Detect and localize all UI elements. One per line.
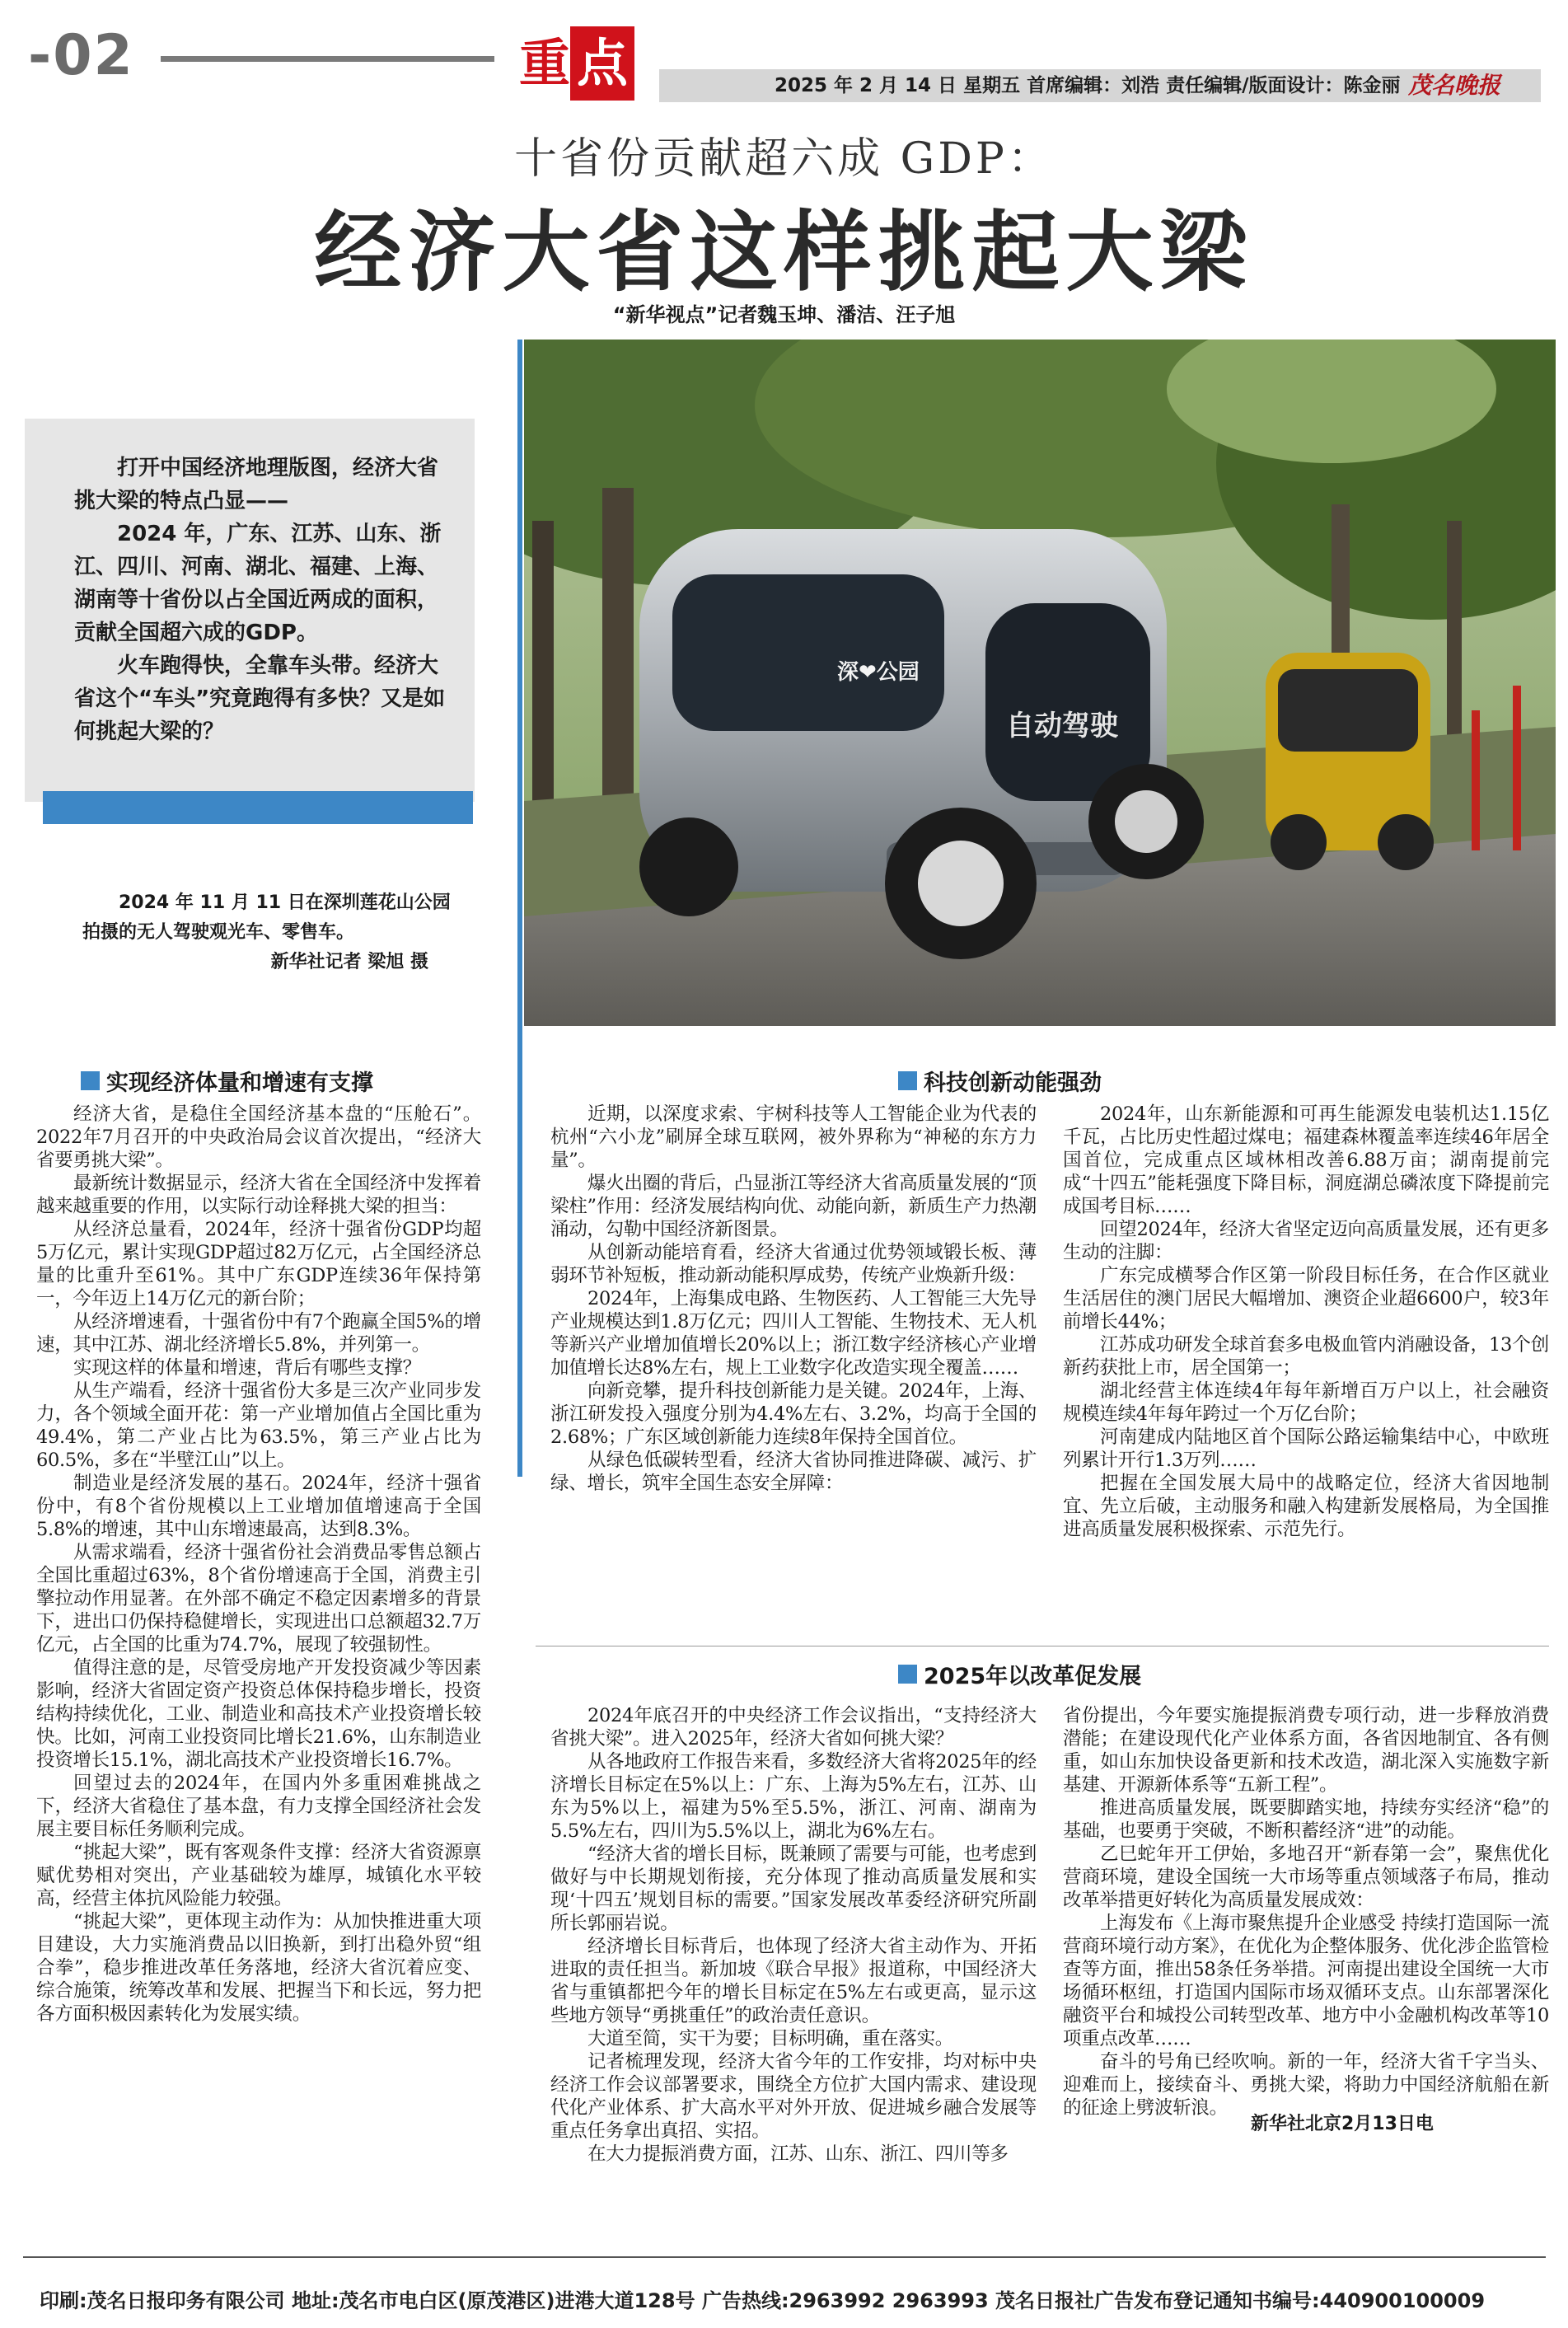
lead-paragraph: 打开中国经济地理版图，经济大省挑大梁的特点凸显—— bbox=[74, 456, 439, 513]
photo-caption bbox=[82, 888, 461, 977]
paragraph: 向新竞攀，提升科技创新能力是关键。2024年，上海、浙江研发投入强度分别为4.4%左右、3.2%，均高于全国的2.68%；广东区域创新能力连续8年保持全国首位。 bbox=[550, 1380, 1037, 1448]
section-tag-char: 重 bbox=[519, 33, 571, 93]
section-heading: 2025年以改革促发展 bbox=[898, 1658, 1141, 1690]
paragraph: 实现这样的体量和增速，背后有哪些支撑？ bbox=[73, 1357, 421, 1379]
section-tag-char: 点 bbox=[570, 26, 634, 101]
section-heading: 科技创新动能强劲 bbox=[898, 1065, 1102, 1097]
paragraph: 回望过去的2024年，在国内外多重困难挑战之下，经济大省稳住了基本盘，有力支撑全国经济社会发展主要目标任务顺利完成。 bbox=[36, 1773, 481, 1840]
section-marker bbox=[898, 1665, 917, 1684]
section-heading: 实现经济体量和增速有支撑 bbox=[81, 1065, 373, 1097]
kicker-title: 十省份贡献超六成 GDP： bbox=[514, 134, 1054, 184]
paragraph: 记者梳理发现，经济大省今年的工作安排，均对标中央经济工作会议部署要求，围绕全方位扩大国内需求、建设现代化产业体系、扩大高水平对外开放、促进城乡融合发展等重点任务拿出真招、实招。 bbox=[550, 2051, 1037, 2142]
news-photo bbox=[524, 340, 1556, 1026]
section-marker bbox=[898, 1071, 917, 1090]
section-3-text-right bbox=[1063, 1704, 1549, 2120]
paragraph: 奋斗的号角已经吹响。新的一年，经济大省千字当头、迎难而上，接续奋斗、勇挑大梁，将助力中国经济航船在新的征途上劈波斩浪。 bbox=[1063, 2051, 1549, 2119]
dateline: 2025 年 2 月 14 日 星期五 首席编辑：刘浩 责任编辑/版面设计：陈金丽 bbox=[659, 69, 1541, 102]
paragraph: 江苏成功研发全球首套多电极血管内消融设备，13个创新药获批上市，居全国第一； bbox=[1063, 1334, 1549, 1379]
caption-text: 2024 年 11 月 11 日在深圳莲花山公园拍摄的无人驾驶观光车、零售车。 bbox=[82, 892, 451, 943]
paragraph: 制造业是经济发展的基石。2024年，经济十强省份中，有8个省份规模以上工业增加值增速高于全国5.8%的增速，其中山东增速最高，达到8.3%。 bbox=[36, 1473, 481, 1540]
paragraph: 把握在全国发展大局中的战略定位，经济大省因地制宜、先立后破，主动服务和融入构建新发展格局，为全国推进高质量发展积极探索、示范先行。 bbox=[1063, 1473, 1549, 1540]
vehicle-screen-text: 深❤公园 bbox=[837, 660, 920, 685]
section-2-text-right bbox=[1063, 1103, 1549, 1541]
section-marker bbox=[81, 1071, 100, 1090]
photo-illustration bbox=[524, 340, 1556, 1026]
paragraph: 推进高质量发展，既要脚踏实地，持续夯实经济“稳”的基础，也要勇于突破，不断积蓄经济“进”的动能。 bbox=[1063, 1797, 1549, 1842]
header-rule bbox=[161, 56, 494, 62]
paragraph: “挑起大梁”，既有客观条件支撑：经济大省资源禀赋优势相对突出，产业基础较为雄厚，城镇化水平较高，经营主体抗风险能力较强。 bbox=[36, 1842, 481, 1909]
paragraph: 值得注意的是，尽管受房地产开发投资减少等因素影响，经济大省固定资产投资总体保持稳步增长，投资结构持续优化，工业、制造业和高技术产业投资增长较快。比如，河南工业投资同比增长21.6%，山东制造业投资增长15.1%，湖北高技术产业投资增长16.7%。 bbox=[36, 1657, 481, 1771]
caption-credit: 新华社记者 梁旭 摄 bbox=[270, 952, 428, 972]
lead-box bbox=[25, 419, 475, 802]
paragraph: 2024年底召开的中央经济工作会议指出，“支持经济大省挑大梁”。进入2025年，经济大省如何挑大梁？ bbox=[550, 1705, 1037, 1750]
section-2-text-left bbox=[550, 1103, 1037, 1495]
byline: “新华视点”记者魏玉坤、潘洁、汪子旭 bbox=[612, 303, 956, 326]
paragraph: 回望2024年，经济大省坚定迈向高质量发展，还有更多生动的注脚： bbox=[1063, 1219, 1549, 1263]
paragraph: 爆火出圈的背后，凸显浙江等经济大省高质量发展的“顶梁柱”作用：经济发展结构向优、动能向新，新质生产力热潮涌动，勾勒中国经济新图景。 bbox=[550, 1173, 1037, 1240]
vehicle-side-text: 自动驾驶 bbox=[1006, 710, 1118, 742]
lead-paragraph: 2024 年，广东、江苏、山东、浙江、四川、河南、湖北、福建、上海、湖南等十省份以占全国近两成的面积，贡献全国超六成的GDP。 bbox=[74, 522, 442, 645]
paragraph: 近期，以深度求索、宇树科技等人工智能企业为代表的杭州“六小龙”刷屏全球互联网，被外界称为“神秘的东方力量”。 bbox=[550, 1103, 1037, 1171]
paragraph: 从经济总量看，2024年，经济十强省份GDP均超5万亿元，累计实现GDP超过82万亿元，占全国经济总量的比重升至61%。其中广东GDP连续36年保持第一，今年迈上14万亿元的新台阶； bbox=[36, 1219, 481, 1309]
accent-rule bbox=[517, 340, 522, 1477]
paragraph: “经济大省的增长目标，既兼顾了需要与可能，也考虑到做好与中长期规划衔接，充分体现了推动高质量发展和实现‘十四五’规划目标的需要。”国家发展改革委经济研究所副所长郭丽岩说。 bbox=[550, 1843, 1037, 1934]
dispatch-signoff: 新华社北京2月13日电 bbox=[1251, 2114, 1434, 2134]
lead-accent-bar bbox=[43, 791, 473, 824]
paragraph: 从经济增速看，十强省份中有7个跑赢全国5%的增速，其中江苏、湖北经济增长5.8%，并列第一。 bbox=[36, 1311, 481, 1356]
paragraph: 2024年，山东新能源和可再生能源发电装机达1.15亿千瓦，占比历史性超过煤电；福建森林覆盖率连续46年居全国首位，完成重点区域林相改善6.88万亩；湖南提前完成“十四五”能耗强度下降目标，洞庭湖总磷浓度下降提前完成国考目标…… bbox=[1063, 1103, 1549, 1217]
paragraph: 大道至简，实干为要；目标明确，重在落实。 bbox=[587, 2028, 954, 2049]
paragraph: 乙巳蛇年开工伊始，多地召开“新春第一会”，聚焦优化营商环境，建设全国统一大市场等重点领域落子布局，推动改革举措更好转化为高质量发展成效： bbox=[1063, 1843, 1549, 1911]
printer-footer: 印刷:茂名日报印务有限公司 地址:茂名市电白区(原茂港区)进港大道128号 广告热线:2963992 2963993 茂名日报社广告发布登记通知书编号:440900100009 bbox=[40, 2289, 1486, 2312]
paragraph: 广东完成横琴合作区第一阶段目标任务，在合作区就业生活居住的澳门居民大幅增加、澳资企业超6600户，较3年前增长44%； bbox=[1063, 1265, 1549, 1333]
paragraph: 2024年，上海集成电路、生物医药、人工智能三大先导产业规模达到1.8万亿元；四川人工智能、生物技术、无人机等新兴产业增加值增长20%以上；浙江数字经济核心产业增加值增长达8%左右，规上工业数字化改造实现全覆盖…… bbox=[550, 1288, 1037, 1379]
section-tag bbox=[519, 26, 634, 101]
paragraph: 从生产端看，经济十强省份大多是三次产业同步发力，各个领域全面开花：第一产业增加值占全国比重为49.4%，第二产业占比为63.5%，第三产业占比为60.5%，多在“半壁江山”以上。 bbox=[36, 1380, 481, 1471]
lead-paragraph: 火车跑得快，全靠车头带。经济大省这个“车头”究竟跑得有多快？又是如何挑起大梁的？ bbox=[74, 653, 446, 744]
paragraph: “挑起大梁”，更体现主动作为：从加快推进重大项目建设，大力实施消费品以旧换新，到打出稳外贸“组合拳”，稳步推进改革任务落地，经济大省沉着应变、综合施策，统筹改革和发展、把握当下和长远，努力把各方面积极因素转化为发展实绩。 bbox=[36, 1911, 481, 2025]
paragraph: 经济增长目标背后，也体现了经济大省主动作为、开拓进取的责任担当。新加坡《联合早报》报道称，中国经济大省与重镇都把今年的增长目标定在5%左右或更高，显示这些地方领导“勇挑重任”的政治责任意识。 bbox=[550, 1936, 1037, 2026]
paragraph: 从绿色低碳转型看，经济大省协同推进降碳、减污、扩绿、增长，筑牢全国生态安全屏障： bbox=[550, 1450, 1037, 1494]
paper-logo: 茂名晚报 bbox=[1407, 72, 1500, 99]
paragraph: 最新统计数据显示，经济大省在全国经济中发挥着越来越重要的作用，以实际行动诠释挑大梁的担当： bbox=[36, 1173, 481, 1217]
section-1-text bbox=[36, 1103, 481, 2026]
paragraph: 从创新动能培育看，经济大省通过优势领域锻长板、薄弱环节补短板，推动新动能积厚成势，传统产业焕新升级： bbox=[550, 1242, 1037, 1286]
paragraph: 河南建成内陆地区首个国际公路运输集结中心，中欧班列累计开行1.3万列…… bbox=[1063, 1426, 1549, 1471]
paragraph: 省份提出，今年要实施提振消费专项行动，进一步释放消费潜能；在建设现代化产业体系方面，各省因地制宜、各有侧重，如山东加快设备更新和技术改造，湖北深入实施数字新基建、开源新体系等“五新工程”。 bbox=[1063, 1705, 1549, 1796]
paragraph: 上海发布《上海市聚焦提升企业感受 持续打造国际一流营商环境行动方案》，在优化为企整体服务、优化涉企监管检查等方面，推出58条任务举措。河南提出建设全国统一大市场循环枢纽，打造国内国际市场双循环支点。山东部署深化融资平台和城投公司转型改革、地方中小金融机构改革等10项重点改革…… bbox=[1063, 1913, 1549, 2049]
paragraph: 在大力提振消费方面，江苏、山东、浙江、四川等多 bbox=[587, 2143, 1009, 2165]
paragraph: 从各地政府工作报告来看，多数经济大省将2025年的经济增长目标定在5%以上：广东、上海为5%左右，江苏、山东为5%以上，福建为5%至5.5%，浙江、河南、湖南为5.5%左右，四川为5.5%以上，湖北为6%左右。 bbox=[550, 1751, 1037, 1842]
paragraph: 经济大省，是稳住全国经济基本盘的“压舱石”。2022年7月召开的中央政治局会议首次提出，“经济大省要勇挑大梁”。 bbox=[36, 1103, 481, 1171]
section-3-text-left bbox=[550, 1704, 1037, 2166]
headline: 经济大省这样挑起大梁 bbox=[314, 202, 1254, 303]
page-number: -02 bbox=[28, 23, 134, 88]
footer-rule bbox=[23, 2256, 1546, 2258]
paragraph: 湖北经营主体连续4年每年新增百万户以上，社会融资规模连续4年每年跨过一个万亿台阶； bbox=[1063, 1380, 1549, 1425]
paragraph: 从需求端看，经济十强省份社会消费品零售总额占全国比重超过63%，8个省份增速高于全国，消费主引擎拉动作用显著。在外部不确定不稳定因素增多的背景下，进出口仍保持稳健增长，实现进出口总额超32.7万亿元，占全国的比重为74.7%，展现了较强韧性。 bbox=[36, 1542, 481, 1656]
